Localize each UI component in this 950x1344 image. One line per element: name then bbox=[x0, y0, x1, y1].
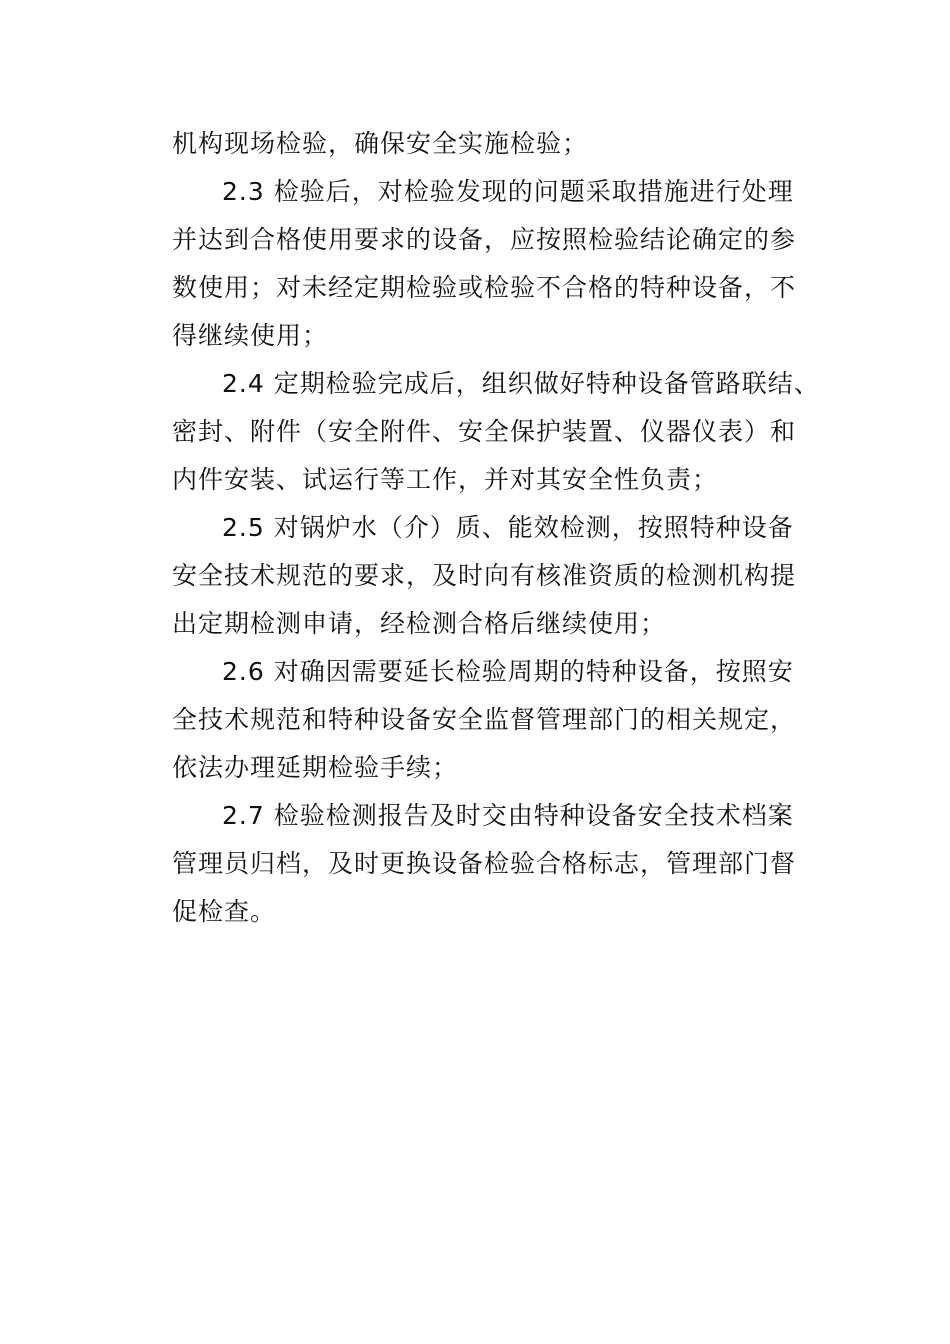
text-line: 内件安装、试运行等工作，并对其安全性负责； bbox=[172, 465, 719, 494]
document-body bbox=[172, 120, 822, 936]
text-line: 数使用；对未经定期检验或检验不合格的特种设备，不 bbox=[172, 273, 797, 302]
text-line: 机构现场检验，确保安全实施检验； bbox=[172, 129, 589, 158]
text-line: 依法办理延期检验手续； bbox=[172, 753, 459, 782]
text-line-clause-2-5: 2.5 对锅炉水（介）质、能效检测，按照特种设备 bbox=[222, 513, 794, 542]
text-line: 管理员归档，及时更换设备检验合格标志，管理部门督 bbox=[172, 849, 797, 878]
text-line: 得继续使用； bbox=[172, 321, 329, 350]
text-line-clause-2-7: 2.7 检验检测报告及时交由特种设备安全技术档案 bbox=[222, 801, 794, 830]
text-line: 密封、附件（安全附件、安全保护装置、仪器仪表）和 bbox=[172, 417, 797, 446]
text-line-clause-2-4: 2.4 定期检验完成后，组织做好特种设备管路联结、 bbox=[222, 369, 820, 398]
text-line-clause-2-3: 2.3 检验后，对检验发现的问题采取措施进行处理 bbox=[222, 177, 794, 206]
text-line: 促检查。 bbox=[172, 897, 277, 926]
text-line: 并达到合格使用要求的设备，应按照检验结论确定的参 bbox=[172, 225, 797, 254]
text-line: 出定期检测申请，经检测合格后继续使用； bbox=[172, 609, 667, 638]
text-line: 安全技术规范的要求，及时向有核准资质的检测机构提 bbox=[172, 561, 797, 590]
text-line-clause-2-6: 2.6 对确因需要延长检验周期的特种设备，按照安 bbox=[222, 657, 794, 686]
text-line: 全技术规范和特种设备安全监督管理部门的相关规定， bbox=[172, 705, 797, 734]
